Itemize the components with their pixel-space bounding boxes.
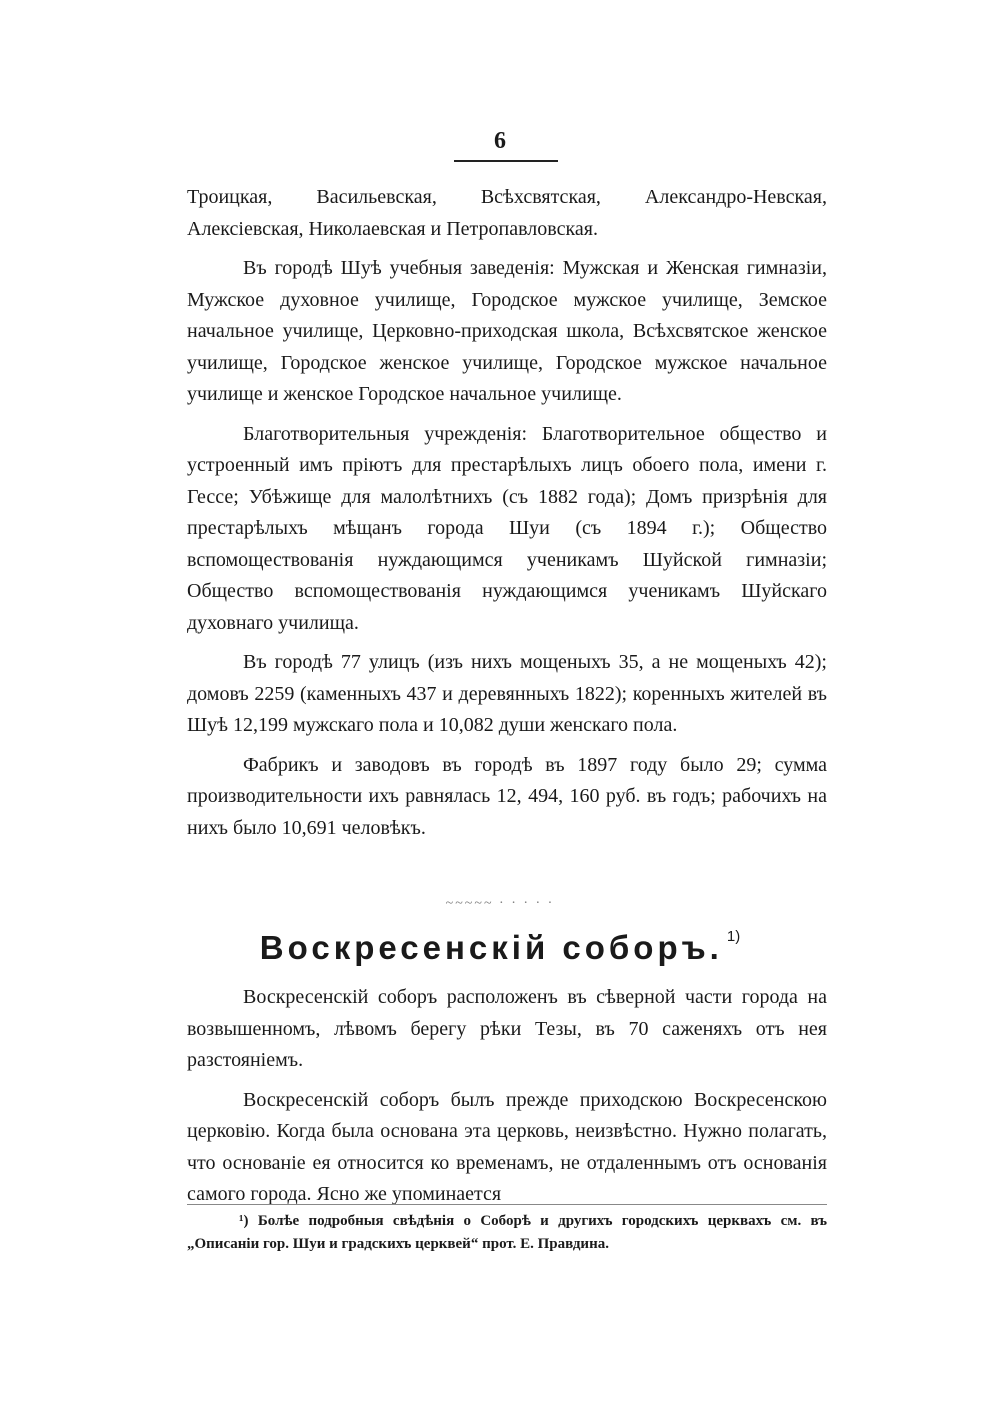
paragraph-schools: Въ городѣ Шуѣ учебныя заведенія: Мужская и Женская гимназіи, Мужское духовное училище, Городское мужское училище, Земское начальное училище, Церковно-приходская школа, Всѣхсвятское женское училище, Городское женское училище, Городское мужское начальное училище и женское Городское начальное училище. [187, 257, 827, 405]
page-number-rule [454, 160, 558, 162]
paragraph-factories: Фабрикъ и заводовъ въ городѣ въ 1897 году было 29; сумма производительности ихъ равнялась 12, 494, 160 руб. въ годъ; рабочихъ на нихъ было 10,691 человѣкъ. [187, 753, 827, 839]
footnote-rule [187, 1204, 827, 1205]
body-text [187, 182, 827, 852]
section-title: Воскресенскій соборъ. [259, 929, 723, 966]
paragraph-streets-population: Въ городѣ 77 улицъ (изъ нихъ мощеныхъ 35, а не мощеныхъ 42); домовъ 2259 (каменныхъ 437 и деревянныхъ 1822); коренныхъ жителей въ Шуѣ 12,199 мужскаго пола и 10,082 души женскаго пола. [187, 651, 827, 736]
page-number: 6 [494, 128, 506, 154]
section-heading [0, 928, 1000, 967]
paragraph-charities: Благотворительныя учрежденія: Благотворительное общество и устроенный имъ пріютъ для престарѣлыхъ лицъ обоего пола, имени г. Гессе; Убѣжище для малолѣтнихъ (съ 1882 года); Домъ призрѣнія для престарѣлыхъ мѣщанъ города Шуи (съ 1894 г.); Общество вспомоществованія нуждающимся ученикамъ Шуйской гимназіи; Общество вспомоществованія нуждающимся ученикамъ Шуйскаго духовнаго училища. [187, 422, 827, 634]
footnote-mark: ¹) [239, 1213, 249, 1229]
paragraph-churches-continued: Троицкая, Васильевская, Всѣхсвятская, Александро-Невская, Алексіевская, Николаевская и Петропавловская. [187, 186, 827, 240]
paragraph-cathedral-location: Воскресенскій соборъ расположенъ въ сѣверной части города на возвышенномъ, лѣвомъ берегу рѣки Тезы, въ 70 саженяхъ отъ нея разстояніемъ. [187, 986, 827, 1071]
section-divider-ornament: ~~~~~ · · · · · [445, 896, 555, 911]
paragraph-cathedral-history: Воскресенскій соборъ былъ прежде приходскою Воскресенскою церковію. Когда была основана эта церковь, неизвѣстно. Нужно полагать, что основаніе ея относится ко временамъ, не отдаленнымъ отъ основанія самого города. Ясно же упоминается [187, 1088, 827, 1205]
footnote-text: Болѣе подробныя свѣдѣнія о Соборѣ и другихъ городскихъ церквахъ см. въ „Описаніи гор. Шуи и градскихъ церквей“ прот. Е. Правдина. [187, 1213, 828, 1252]
footnote [187, 1210, 827, 1256]
section-body [187, 982, 827, 1219]
footnote-reference: 1) [726, 928, 741, 945]
